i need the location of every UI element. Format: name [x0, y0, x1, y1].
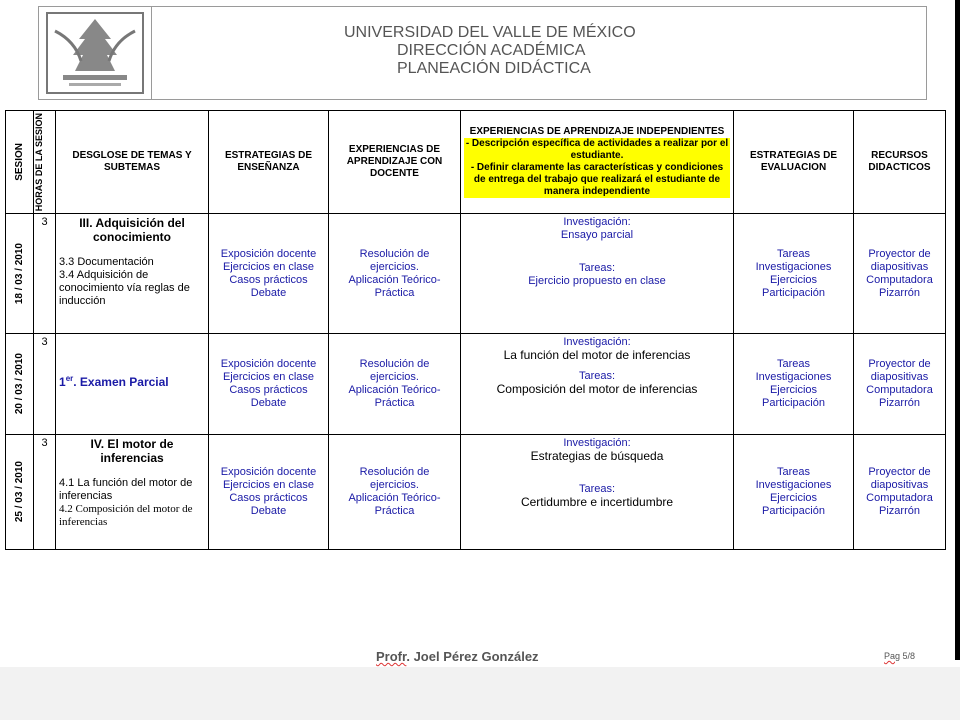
teacher-experiences: Resolución de ejercicios. Aplicación Teórico- Práctica [329, 435, 461, 550]
col-exp-independientes: EXPERIENCIAS DE APRENDIZAJE INDEPENDIENTES - Descripción específica de actividades a realizar por el estudiante. - Definir claramente las características y condiciones de entrega del trabajo que realizará el estudiante de manera independiente [461, 111, 734, 214]
col-exp-docente: EXPERIENCIAS DE APRENDIZAJE CON DOCENTE [329, 111, 461, 214]
teaching-strategies: Exposición docente Ejercicios en clase Casos prácticos Debate [209, 214, 329, 334]
evaluation-strategies: Tareas Investigaciones Ejercicios Participación [734, 334, 854, 435]
logo-box [39, 7, 152, 99]
didactic-resources: Proyector de diapositivas Computadora Pizarrón [854, 435, 946, 550]
planning-table [5, 110, 946, 550]
subtopic: 4.2 Composición del motor de inferencias [59, 503, 193, 528]
footer-author: Profr. Joel Pérez González [376, 649, 539, 664]
department-name: DIRECCIÓN ACADÉMICA [397, 42, 586, 59]
col-sesion: SESION [6, 111, 34, 214]
col-horas: HORAS DE LA SESION [34, 111, 56, 214]
col-recursos: RECURSOS DIDACTICOS [854, 111, 946, 214]
teacher-experiences: Resolución de ejercicios. Aplicación Teórico- Práctica [329, 214, 461, 334]
didactic-resources: Proyector de diapositivas Computadora Pizarrón [854, 214, 946, 334]
topic-title: IV. El motor de inferencias [90, 437, 174, 465]
session-hours: 3 [34, 435, 56, 550]
university-name: UNIVERSIDAD DEL VALLE DE MÉXICO [344, 24, 636, 41]
independent-experiences: Investigación: Estrategias de búsqueda Tareas: Certidumbre e incertidumbre [461, 435, 734, 550]
col-estrategias-ensenanza: ESTRATEGIAS DE ENSEÑANZA [209, 111, 329, 214]
highlight-note-1: - Descripción específica de actividades a realizar por el estudiante. [465, 138, 729, 161]
document-header [38, 6, 927, 100]
page-edge-bar [955, 0, 960, 660]
topic-cell [56, 214, 209, 334]
session-date: 25 / 03 / 2010 [6, 435, 34, 550]
header-title-block [344, 24, 636, 78]
highlight-note-2: - Definir claramente las características y condiciones de entrega del trabajo que realizará el estudiante de manera independiente [464, 162, 730, 198]
col-desglose: DESGLOSE DE TEMAS Y SUBTEMAS [56, 111, 209, 214]
evaluation-strategies: Tareas Investigaciones Ejercicios Participación [734, 214, 854, 334]
teaching-strategies: Exposición docente Ejercicios en clase Casos prácticos Debate [209, 334, 329, 435]
bottom-margin [0, 667, 960, 720]
topic-cell [56, 435, 209, 550]
evaluation-strategies: Tareas Investigaciones Ejercicios Participación [734, 435, 854, 550]
topic-title: III. Adquisición del conocimiento [79, 216, 185, 244]
table-header-row [6, 111, 946, 214]
session-date: 18 / 03 / 2010 [6, 214, 34, 334]
independent-experiences: Investigación: La función del motor de inferencias Tareas: Composición del motor de inferencias [461, 334, 734, 435]
document-title: PLANEACIÓN DIDÁCTICA [397, 60, 591, 77]
subtopic: 3.4 Adquisición de conocimiento vía reglas de inducción [59, 269, 190, 307]
topic-cell [56, 334, 209, 435]
subtopic: 4.1 La función del motor de inferencias [59, 477, 193, 502]
independent-experiences: Investigación: Ensayo parcial Tareas: Ejercicio propuesto en clase [461, 214, 734, 334]
subtopic: 3.3 Documentación [59, 256, 154, 268]
col-estrategias-evaluacion: ESTRATEGIAS DE EVALUACION [734, 111, 854, 214]
session-date: 20 / 03 / 2010 [6, 334, 34, 435]
exam-label: 1er. Examen Parcial [59, 374, 169, 389]
teacher-experiences: Resolución de ejercicios. Aplicación Teórico- Práctica [329, 334, 461, 435]
table-row [6, 214, 946, 334]
table-row [6, 435, 946, 550]
university-seal-icon [45, 11, 145, 95]
table-row [6, 334, 946, 435]
didactic-resources: Proyector de diapositivas Computadora Pizarrón [854, 334, 946, 435]
footer-page-number: Pag 5/8 [884, 651, 916, 661]
session-hours: 3 [34, 214, 56, 334]
teaching-strategies: Exposición docente Ejercicios en clase Casos prácticos Debate [209, 435, 329, 550]
session-hours: 3 [34, 334, 56, 435]
